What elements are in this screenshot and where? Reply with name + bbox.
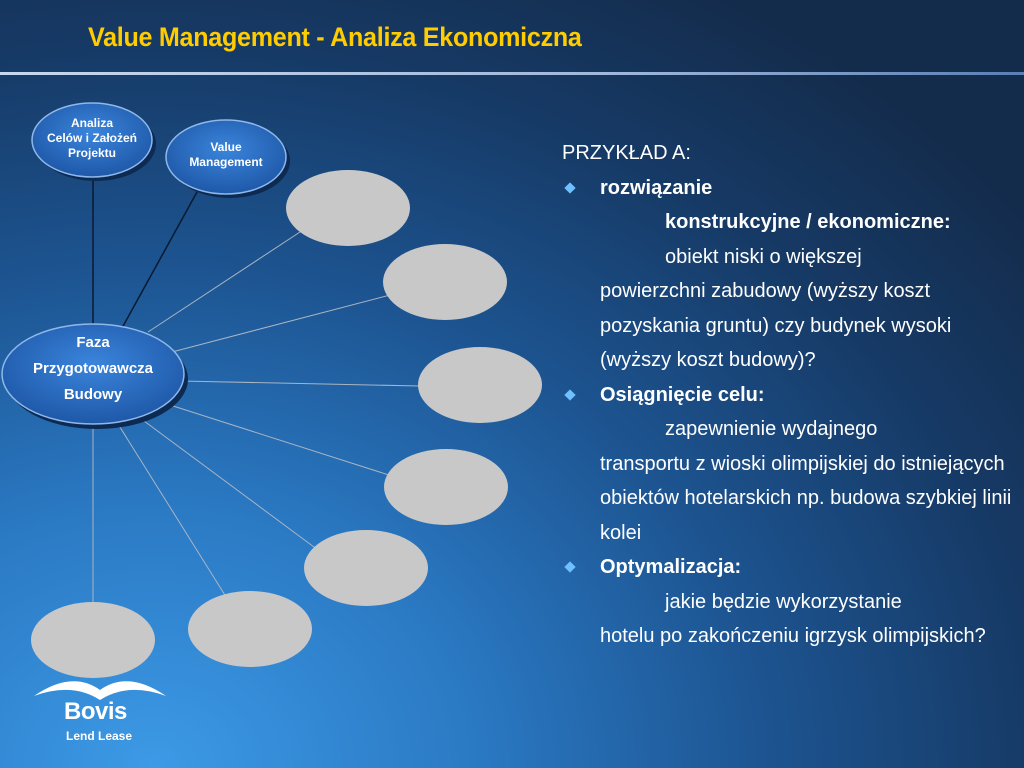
node-value-line-2: Management xyxy=(189,155,263,169)
empty-node-7 xyxy=(31,602,155,678)
node-value-line-1: Value xyxy=(210,140,242,154)
node-value-label xyxy=(166,140,286,170)
bullet-1-rest: powierzchni zabudowy (wyższy koszt pozyskania gruntu) czy budynek wysoki (wyższy koszt budowy)? xyxy=(600,280,952,371)
bullet-3-label: Optymalizacja: xyxy=(600,556,742,578)
logo-brand: Bovis xyxy=(64,698,127,725)
connector-grey-6 xyxy=(118,424,228,600)
connector-grey-3 xyxy=(180,381,420,386)
empty-node-6 xyxy=(188,591,312,667)
node-analiza-line-3: Projektu xyxy=(67,146,116,160)
example-heading: PRZYKŁAD A: xyxy=(562,142,691,164)
connector-grey-2 xyxy=(172,295,390,352)
bullet-item-3 xyxy=(562,550,1012,654)
connector-grey-1 xyxy=(148,232,300,332)
bullet-item-1 xyxy=(562,171,1012,378)
bullet-2-first-line: zapewnienie wydajnego xyxy=(665,418,878,440)
empty-node-5 xyxy=(304,530,428,606)
node-analiza-line-2: Celów i Założeń xyxy=(46,131,137,145)
slide-title: Value Management - Analiza Ekonomiczna xyxy=(88,22,582,52)
empty-node-2 xyxy=(383,244,507,320)
node-faza-line-2: Przygotowawcza xyxy=(32,360,154,377)
node-faza-line-3: Budowy xyxy=(63,386,123,403)
node-faza-line-1: Faza xyxy=(76,334,110,351)
bullet-1-first-line: obiekt niski o większej xyxy=(665,245,862,268)
bullet-item-2 xyxy=(562,378,1012,551)
node-analiza-label xyxy=(32,116,152,161)
logo-subbrand: Lend Lease xyxy=(66,729,133,743)
diamond-bullet-icon xyxy=(564,561,575,572)
node-analiza-line-1: Analiza xyxy=(70,116,113,130)
empty-node-1 xyxy=(286,170,410,246)
bullet-2-label: Osiągnięcie celu: xyxy=(600,383,765,406)
empty-node-4 xyxy=(384,449,508,525)
bullet-2-rest: transportu z wioski olimpijskiej do istniejących obiektów hotelarskich np. budowa szybkiej linii kolei xyxy=(600,452,1012,544)
bullet-3-rest: hotelu po zakończeniu igrzysk olimpijskich? xyxy=(600,625,986,647)
example-text xyxy=(562,136,1012,654)
connector-grey-5 xyxy=(140,418,318,550)
bullet-1-label: rozwiązanie xyxy=(600,176,713,199)
diamond-bullet-icon xyxy=(564,389,575,400)
node-faza-label xyxy=(2,330,184,408)
bullet-1-sublabel: konstrukcyjne / ekonomiczne: xyxy=(665,211,951,233)
diamond-bullet-icon xyxy=(564,182,575,193)
empty-node-3 xyxy=(418,347,542,423)
bullet-3-first-line: jakie będzie wykorzystanie xyxy=(665,590,902,613)
